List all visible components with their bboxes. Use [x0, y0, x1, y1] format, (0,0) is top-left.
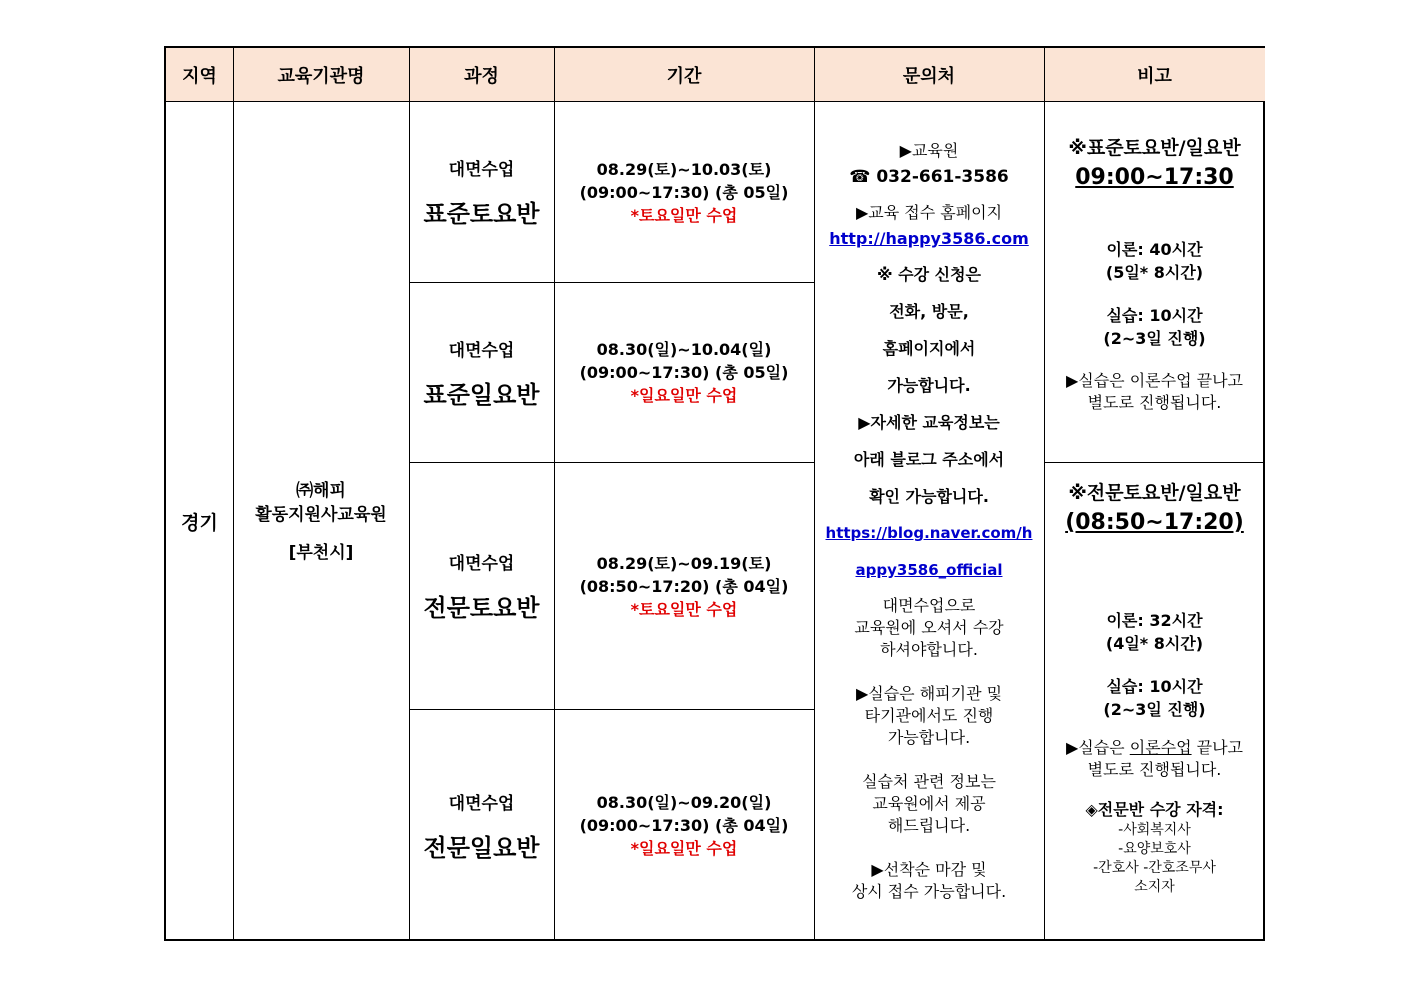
header-region: 지역 — [166, 48, 233, 101]
face-text: 하셔야합니다. — [880, 640, 978, 659]
course-type: 대면수업 — [448, 793, 515, 814]
period-dates: 08.29(토)~10.03(토) — [596, 159, 772, 179]
apply-text: 가능합니다. — [887, 376, 971, 395]
period-dates: 08.29(토)~09.19(토) — [596, 553, 772, 573]
remarks-theory-detail: (5일* 8시간) — [1105, 263, 1204, 282]
qualification-title: ◈전문반 수강 자격: — [1085, 800, 1224, 819]
schedule-table — [164, 46, 1265, 941]
period-cell — [554, 463, 814, 709]
course-cell — [409, 102, 554, 282]
header-contact: 문의처 — [814, 48, 1044, 101]
remarks-after: 별도로 진행됩니다. — [1087, 393, 1222, 412]
period-dates: 08.30(일)~10.04(일) — [596, 340, 772, 359]
course-cell — [409, 283, 554, 462]
institution-name-2: 활동지원사교육원 — [255, 504, 387, 525]
remarks-theory: 이론: 32시간 — [1106, 611, 1203, 630]
institution-name-1: ㈜해피 — [296, 480, 346, 501]
remarks-after: 별도로 진행됩니다. — [1087, 760, 1222, 779]
remarks-theory-detail: (4일* 8시간) — [1105, 634, 1204, 653]
contact-label: ▶교육원 — [899, 141, 959, 160]
period-note: *일요일만 수업 — [630, 386, 738, 405]
course-type: 대면수업 — [448, 554, 515, 574]
detail-text: 확인 가능합니다. — [869, 487, 989, 506]
info-text: 해드립니다. — [887, 816, 971, 835]
apply-text: 홈페이지에서 — [882, 339, 976, 358]
period-hours: (09:00~17:30) (총 04일) — [579, 816, 789, 835]
course-name: 표준일요반 — [423, 380, 540, 409]
remarks-practice-detail: (2~3일 진행) — [1103, 700, 1206, 719]
practice-text: ▶실습은 해피기관 및 — [855, 684, 1003, 703]
institution-cell — [233, 102, 409, 941]
remarks-practice-detail: (2~3일 진행) — [1103, 329, 1206, 348]
period-hours: (09:00~17:30) (총 05일) — [579, 363, 789, 382]
remarks-standard — [1044, 102, 1265, 462]
course-name: 전문일요반 — [423, 833, 540, 862]
period-hours: (08:50~17:20) (총 04일) — [579, 576, 789, 596]
period-note: *일요일만 수업 — [630, 839, 738, 858]
remarks-practice: 실습: 10시간 — [1106, 306, 1203, 325]
remarks-after-suffix: 끝나고 — [1191, 738, 1244, 757]
course-type: 대면수업 — [448, 340, 515, 361]
qualification-item: -간호사 -간호조무사 — [1093, 860, 1216, 876]
header-institution: 교육기관명 — [233, 48, 409, 101]
remarks-theory: 이론: 40시간 — [1106, 240, 1203, 259]
contact-phone: ☎ 032-661-3586 — [849, 167, 1009, 187]
remarks-title: ※표준토요반/일요반 — [1068, 137, 1241, 159]
remarks-after — [1066, 737, 1243, 759]
remarks-after-underlined: 이론수업 — [1129, 738, 1192, 757]
remarks-practice: 실습: 10시간 — [1106, 677, 1203, 696]
header-remarks: 비고 — [1044, 48, 1265, 101]
apply-text: ※ 수강 신청은 — [877, 265, 981, 284]
course-cell — [409, 710, 554, 941]
period-hours: (09:00~17:30) (총 05일) — [579, 182, 789, 202]
close-text: 상시 접수 가능합니다. — [851, 882, 1007, 901]
period-note: *토요일만 수업 — [630, 599, 738, 619]
header-period: 기간 — [554, 48, 814, 101]
blog-link[interactable]: https://blog.naver.com/h — [825, 524, 1033, 542]
close-text: ▶선착순 마감 및 — [871, 860, 987, 879]
qualification-item: -사회복지사 — [1118, 822, 1191, 838]
period-cell — [554, 283, 814, 462]
face-text: 대면수업으로 — [882, 596, 976, 615]
qualification-item: 소지자 — [1134, 879, 1175, 895]
remarks-time: (08:50~17:20) — [1065, 510, 1244, 535]
region-cell: 경기 — [181, 512, 218, 534]
course-name: 표준토요반 — [423, 200, 540, 228]
period-cell — [554, 102, 814, 282]
course-cell — [409, 463, 554, 709]
practice-text: 타기관에서도 진행 — [864, 706, 994, 725]
remarks-title: ※전문토요반/일요반 — [1068, 482, 1241, 504]
homepage-label: ▶교육 접수 홈페이지 — [855, 203, 1003, 222]
detail-text: 아래 블로그 주소에서 — [853, 450, 1005, 469]
period-cell — [554, 710, 814, 941]
detail-text: ▶자세한 교육정보는 — [858, 413, 1000, 432]
institution-city: [부천시] — [288, 542, 354, 563]
course-type: 대면수업 — [448, 160, 515, 180]
qualification-item: -요양보호사 — [1118, 841, 1191, 857]
contact-cell — [814, 102, 1044, 941]
remarks-expert — [1044, 463, 1265, 941]
practice-text: 가능합니다. — [887, 728, 971, 747]
info-text: 교육원에서 제공 — [872, 794, 986, 813]
period-dates: 08.30(일)~09.20(일) — [596, 793, 772, 812]
apply-text: 전화, 방문, — [889, 302, 969, 321]
course-name: 전문토요반 — [423, 594, 540, 622]
period-note: *토요일만 수업 — [630, 205, 738, 225]
face-text: 교육원에 오셔서 수강 — [854, 618, 1004, 637]
header-course: 과정 — [409, 48, 554, 101]
info-text: 실습처 관련 정보는 — [862, 772, 996, 791]
remarks-time: 09:00~17:30 — [1075, 165, 1234, 190]
blog-link[interactable]: appy3586_official — [855, 561, 1003, 579]
remarks-after-prefix: ▶실습은 — [1065, 738, 1130, 757]
remarks-after: ▶실습은 이론수업 끝나고 — [1065, 371, 1244, 390]
homepage-link[interactable]: http://happy3586.com — [829, 229, 1029, 248]
